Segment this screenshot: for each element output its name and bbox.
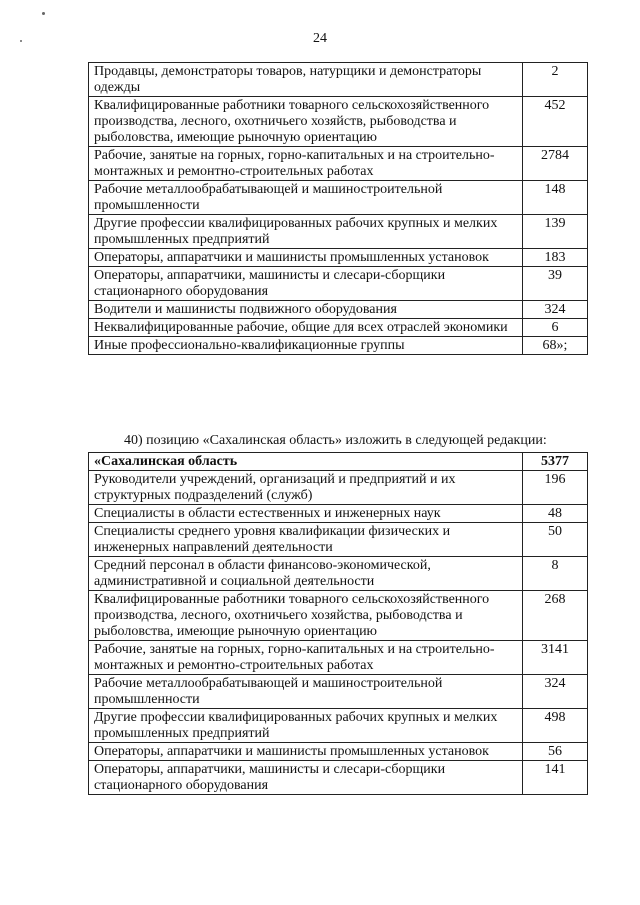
occupation-count: 8 <box>523 557 588 591</box>
occupation-label: Водители и машинисты подвижного оборудования <box>89 301 523 319</box>
table-row <box>89 319 588 337</box>
occupation-label: Рабочие металлообрабатывающей и машиностроительной промышленности <box>89 675 523 709</box>
occupation-label: Средний персонал в области финансово-экономической, административной и социальной деятельности <box>89 557 523 591</box>
occupation-count: 50 <box>523 523 588 557</box>
table-body <box>89 63 588 355</box>
table-row <box>89 181 588 215</box>
table-row <box>89 709 588 743</box>
occupation-count: 3141 <box>523 641 588 675</box>
occupation-label: Специалисты среднего уровня квалификации физических и инженерных направлений деятельности <box>89 523 523 557</box>
table-row <box>89 215 588 249</box>
table-body <box>89 453 588 795</box>
table-row <box>89 63 588 97</box>
table-row <box>89 761 588 795</box>
occupation-count: 139 <box>523 215 588 249</box>
occupation-label: Квалифицированные работники товарного сельскохозяйственного производства, лесного, охотничьего хозяйства, рыбоводства и рыболовства, имеющие рыночную ориентацию <box>89 591 523 641</box>
table-row <box>89 591 588 641</box>
occupation-label: Квалифицированные работники товарного сельскохозяйственного производства, лесного, охотничьего хозяйств, рыбоводства и рыболовства, имеющие рыночную ориентацию <box>89 97 523 147</box>
occupation-table-sakhalin <box>88 452 588 795</box>
occupation-count: 196 <box>523 471 588 505</box>
occupation-label: Специалисты в области естественных и инженерных наук <box>89 505 523 523</box>
occupation-count: 452 <box>523 97 588 147</box>
table-row <box>89 471 588 505</box>
table-row <box>89 641 588 675</box>
occupation-count: 183 <box>523 249 588 267</box>
occupation-count: 39 <box>523 267 588 301</box>
table-row <box>89 337 588 355</box>
table-row <box>89 557 588 591</box>
occupation-count: 148 <box>523 181 588 215</box>
occupation-count: 56 <box>523 743 588 761</box>
region-name: «Сахалинская область <box>89 453 523 471</box>
table-row <box>89 97 588 147</box>
table-row <box>89 743 588 761</box>
occupation-label: Операторы, аппаратчики, машинисты и слесари-сборщики стационарного оборудования <box>89 761 523 795</box>
table-row <box>89 675 588 709</box>
occupation-count: 268 <box>523 591 588 641</box>
occupation-label: Рабочие металлообрабатывающей и машиностроительной промышленности <box>89 181 523 215</box>
occupation-label: Рабочие, занятые на горных, горно-капитальных и на строительно-монтажных и ремонтно-строительных работах <box>89 147 523 181</box>
occupation-count: 2784 <box>523 147 588 181</box>
occupation-count: 324 <box>523 301 588 319</box>
region-total: 5377 <box>523 453 588 471</box>
occupation-count: 324 <box>523 675 588 709</box>
table-row <box>89 147 588 181</box>
occupation-count: 2 <box>523 63 588 97</box>
region-header-row <box>89 453 588 471</box>
amendment-instruction: 40) позицию «Сахалинская область» изложить в следующей редакции: <box>124 433 547 448</box>
scan-speck <box>42 12 45 15</box>
occupation-label: Операторы, аппаратчики, машинисты и слесари-сборщики стационарного оборудования <box>89 267 523 301</box>
occupation-table-previous <box>88 62 588 355</box>
occupation-label: Продавцы, демонстраторы товаров, натурщики и демонстраторы одежды <box>89 63 523 97</box>
occupation-label: Иные профессионально-квалификационные группы <box>89 337 523 355</box>
table-row <box>89 523 588 557</box>
occupation-count: 48 <box>523 505 588 523</box>
page-number: 24 <box>313 31 327 46</box>
occupation-count: 141 <box>523 761 588 795</box>
occupation-count: 68»; <box>523 337 588 355</box>
table-row <box>89 267 588 301</box>
occupation-label: Другие профессии квалифицированных рабочих крупных и мелких промышленных предприятий <box>89 709 523 743</box>
occupation-count: 498 <box>523 709 588 743</box>
occupation-label: Операторы, аппаратчики и машинисты промышленных установок <box>89 743 523 761</box>
occupation-label: Операторы, аппаратчики и машинисты промышленных установок <box>89 249 523 267</box>
table-row <box>89 505 588 523</box>
occupation-count: 6 <box>523 319 588 337</box>
occupation-label: Рабочие, занятые на горных, горно-капитальных и на строительно-монтажных и ремонтно-строительных работах <box>89 641 523 675</box>
occupation-label: Другие профессии квалифицированных рабочих крупных и мелких промышленных предприятий <box>89 215 523 249</box>
occupation-label: Неквалифицированные рабочие, общие для всех отраслей экономики <box>89 319 523 337</box>
occupation-label: Руководители учреждений, организаций и предприятий и их структурных подразделений (служб) <box>89 471 523 505</box>
table-row <box>89 249 588 267</box>
table-row <box>89 301 588 319</box>
